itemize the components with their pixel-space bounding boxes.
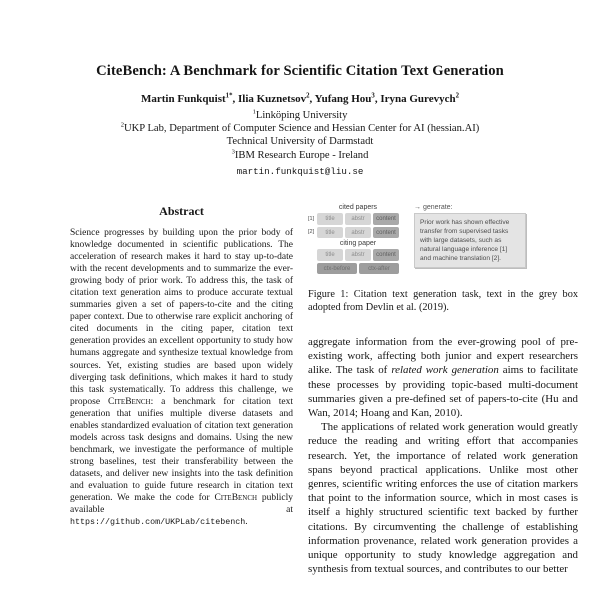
abstr-box: abstr bbox=[345, 249, 371, 261]
papers-diagram bbox=[308, 203, 399, 276]
ref-label-2: [2] bbox=[308, 229, 315, 236]
authors-line: Martin Funkquist$^{1*}$, Ilia Kuznetsov$^2$, Yufang Hou$^3$, Iryna Gurevych$^2$ bbox=[141, 92, 459, 105]
citing-paper-row bbox=[308, 249, 399, 261]
figure-1-diagram bbox=[308, 203, 578, 276]
abstract-heading: Abstract bbox=[159, 204, 204, 218]
content-box: content bbox=[373, 227, 399, 239]
paper-header bbox=[0, 63, 600, 177]
generate-panel-group bbox=[414, 203, 526, 276]
right-column bbox=[308, 203, 578, 576]
abstr-box: abstr bbox=[345, 213, 371, 225]
ctx-after-box: ctx-after bbox=[359, 263, 399, 275]
contact-email: martin.funkquist@liu.se bbox=[236, 165, 364, 177]
ctx-before-box: ctx-before bbox=[317, 263, 357, 275]
intro-paragraph-2: The applications of related work generation would greatly reduce the reading and writing effort that accompanies research. Yet, the importance of related work generation spans beyond practical applications. Unlike most other genres, scientific writing enforces the use of citation markers that point to the information source, which in most cases is itself a highly structured scientific text backed by further citations. By circumventing the challenge of establishing information provenance, related work generation provides a unique opportunity to study knowledge aggregation and synthesis from textual sources, and contributes to our better bbox=[308, 421, 578, 576]
content-box: content bbox=[373, 249, 399, 261]
affiliation-linkoping: $^1$Linköping University bbox=[252, 108, 348, 121]
cited-papers-label: cited papers bbox=[338, 204, 378, 211]
generated-text-panel: Prior work has shown effective transfer from supervised tasks with large datasets, such as natural language inference [1] and machine translation [2]. bbox=[414, 213, 526, 268]
intro-paragraph-continuation: aggregate information from the ever-growing pool of pre-existing work, affecting both junior and expert researchers alike. The task of related work generation aims to facilitate these processes by providing topic-based multi-document summaries given a pre-defined set of papers-to-cite (Hu and Wan, 2014; Hoang and Kan, 2010). bbox=[308, 336, 578, 420]
title-box: title bbox=[317, 213, 343, 225]
context-row bbox=[308, 263, 399, 275]
figure-1 bbox=[308, 203, 578, 314]
cited-paper-row-2 bbox=[308, 227, 399, 239]
left-column bbox=[70, 204, 293, 528]
ref-label-1: [1] bbox=[308, 215, 315, 222]
affiliation-ibm: $^3$IBM Research Europe - Ireland bbox=[231, 148, 369, 161]
citing-paper-label: citing paper bbox=[339, 240, 377, 247]
cited-paper-row-1 bbox=[308, 213, 399, 225]
abstract-text: Science progresses by building upon the prior body of knowledge documented in scientific publications. The acceleration of research makes it hard to stay up-to-date with the recent developments and to summarize the ever-growing body of prior work. To address this, the task of citation text generation aims to produce accurate textual summaries given a set of papers-to-cite and the citing paper context. Due to otherwise rare explicit anchoring of cited documents in the citing paper, citation text generation provides an excellent opportunity to study how humans aggregate and synthesize textual knowledge from sources. Yet, existing studies are based upon widely diverging task definitions, which makes it hard to study this task systematically. To address this challenge, we propose CiteBench: a benchmark for citation text generation that unifies multiple diverse datasets and enables standardized evaluation of citation text generation models across task designs and domains. Using the new benchmark, we investigate the performance of multiple strong baselines, test their transferability between the datasets, and deliver new insights into the task definition and evaluation to guide future research in citation text generation. We make the code for CiteBench publicly available at https://github.com/UKPLab/citebench. bbox=[70, 228, 293, 528]
generate-arrow-label: → generate: bbox=[414, 204, 453, 211]
paper-title: CiteBench: A Benchmark for Scientific Citation Text Generation bbox=[96, 63, 504, 79]
content-box: content bbox=[373, 213, 399, 225]
title-box: title bbox=[317, 249, 343, 261]
title-box: title bbox=[317, 227, 343, 239]
abstr-box: abstr bbox=[345, 227, 371, 239]
ref-spacer bbox=[308, 249, 315, 261]
figure-1-caption: Figure 1: Citation text generation task, text in the grey box adopted from Devlin et al. (2019). bbox=[308, 289, 578, 313]
affiliation-tu-darmstadt: Technical University of Darmstadt bbox=[226, 136, 374, 148]
ref-spacer bbox=[308, 263, 315, 275]
affiliation-ukp-lab: $^2$UKP Lab, Department of Computer Science and Hessian Center for AI (hessian.AI) bbox=[120, 121, 480, 135]
